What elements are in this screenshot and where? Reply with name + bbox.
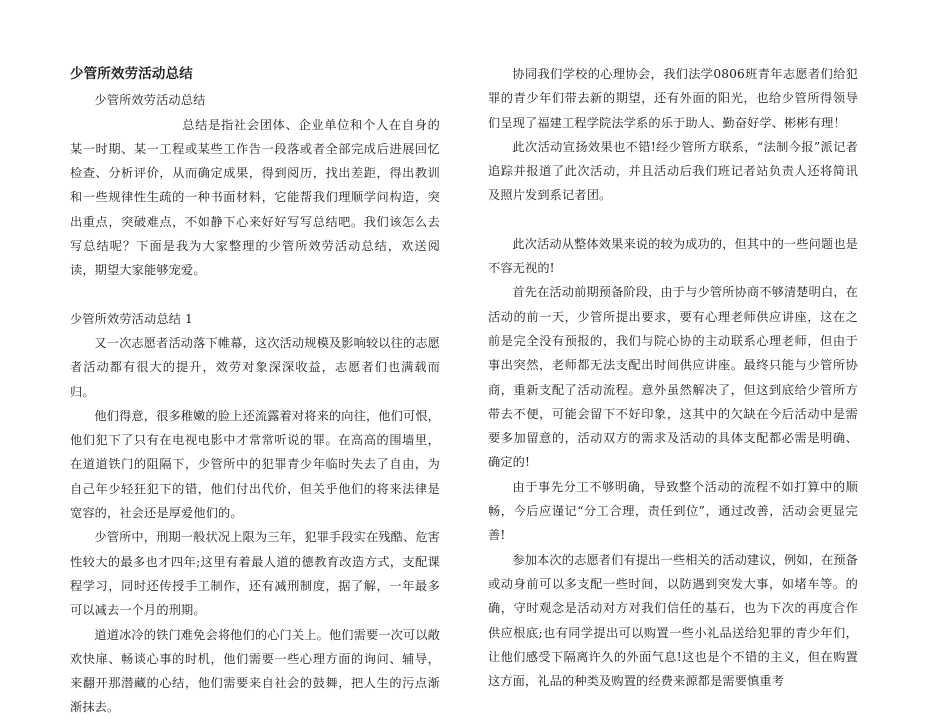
left-column	[70, 62, 440, 720]
body-paragraph: 他们得意，很多稚嫩的脸上还流露着对将来的向往，他们可恨，他们犯下了只有在电视电影中才常常听说的罪。在高高的围墙里，在道道铁门的阻隔下，少管所中的犯罪青少年临时失去了自由，为自己年少轻狂犯下的错，他们付出代价，但关乎他们的将来法律是宽容的，社会还是厚爱他们的。	[70, 408, 440, 521]
body-paragraph: 参加本次的志愿者们有提出一些相关的活动建议，例如，在预备或动身前可以多支配一些时间，以防遇到突发大事，如堵车等。的确，守时观念是活动对方对我们信任的基石，也为下次的再度合作供应根底;也有同学提出可以购置一些小礼品送给犯罪的青少年们，让他们感受下隔离许久的外面气息!这也是个不错的主义，但在购置这方面，礼品的种类及购置的经费来源都是需要慎重考	[488, 552, 858, 689]
body-paragraph: 此次活动从整体效果来说的较为成功的，但其中的一些问题也是不容无视的!	[488, 236, 858, 276]
body-paragraph: 少管所中，刑期一般状况上限为三年，犯罪手段实在残酷、危害性较大的最多也才四年;这里有着最人道的德教育改造方式，支配课程学习，同时还传授手工制作，还有减刑制度，据了解，一年最多可以减去一个月的刑期。	[70, 530, 440, 618]
document-title: 少管所效劳活动总结	[70, 66, 193, 82]
intro-paragraph: 总结是指社会团体、企业单位和个人在自身的某一时期、某一工程或某些工作告一段落或者全部完成后进展回忆检查、分析评价，从而确定成果，得到阅历，找出差距，得出教训和一些规律性生疏的一种书面材料，它能帮我们理顺学问构造，突出重点，突破难点，不如静下心来好好写写总结吧。我们该怎么去写总结呢？下面是我为大家整理的少管所效劳活动总结，欢送阅读，期望大家能够宠爱。	[70, 117, 440, 278]
document-subtitle: 少管所效劳活动总结	[94, 93, 206, 108]
section-heading: 少管所效劳活动总结 1	[70, 311, 193, 326]
right-column	[488, 62, 858, 693]
body-paragraph: 协同我们学校的心理协会，我们法学0806班青年志愿者们给犯罪的青少年们带去新的期望，还有外面的阳光，也给少管所得领导们呈现了福建工程学院法学系的乐于助人、勤奋好学、彬彬有理！	[488, 67, 858, 130]
body-paragraph: 道道冰冷的铁门难免会将他们的心门关上。他们需要一次可以敞欢快扉、畅谈心事的时机，他们需要一些心理方面的询问、辅导，来翻开那潜藏的心结，他们需要来自社会的鼓舞，把人生的污点渐渐抹去。	[70, 627, 440, 715]
body-paragraph: 此次活动宣扬效果也不错!经少管所方联系，“法制今报”派记者追踪并报道了此次活动，并且活动后我们班记者站负责人还将简讯及照片发到系记者团。	[488, 139, 858, 203]
body-paragraph: 首先在活动前期预备阶段，由于与少管所协商不够清楚明白，在活动的前一天，少管所提出要求，要有心理老师供应讲座，这在之前是完全没有预报的，我们与院心协的主动联系心理老师，但由于事出突然，老师都无法支配出时间供应讲座。最终只能与少管所协商，重新支配了活动流程。意外虽然解决了，但这到底给少管所方带去不便，可能会留下不好印象，这其中的欠缺在今后活动中是需要多加留意的，活动双方的需求及活动的具体支配都必需是明确、确定的!	[488, 285, 858, 470]
body-paragraph: 由于事先分工不够明确，导致整个活动的流程不如打算中的顺畅，今后应谨记“分工合理，责任到位”，通过改善，活动会更显完善!	[488, 479, 858, 543]
body-paragraph: 又一次志愿者活动落下帷幕，这次活动规模及影响较以往的志愿者活动都有很大的提升，效劳对象深深收益，志愿者们也满载而归。	[70, 335, 440, 399]
